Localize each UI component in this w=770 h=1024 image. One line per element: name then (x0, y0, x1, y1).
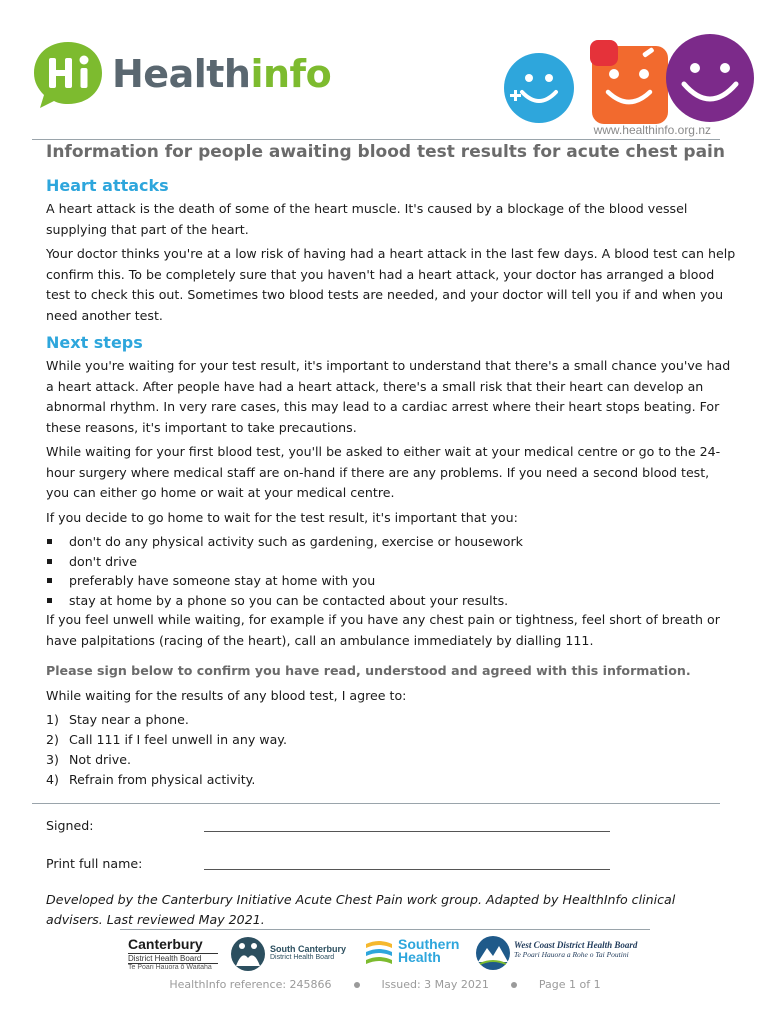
southern-health-wave-icon (364, 938, 394, 970)
paragraph: If you decide to go home to wait for the test result, it's important that you: (46, 509, 518, 525)
agreement-heading: Please sign below to confirm you have read, understood and agreed with this information. (46, 663, 691, 678)
list-item: 2) Call 111 if I feel unwell in any way. (46, 732, 287, 747)
website-url[interactable]: www.healthinfo.org.nz (593, 123, 711, 137)
signature-divider (32, 803, 720, 804)
paragraph: If you feel unwell while waiting, for example if you have any chest pain or tightness, feel short of breath or have palpitations (racing of the heart), call an ambulance immediately by dialling 111. (46, 612, 720, 648)
main-content (46, 175, 736, 790)
logo-info-text: info (250, 52, 332, 96)
list-item: stay at home by a phone so you can be contacted about your results. (46, 591, 736, 611)
page-title: Information for people awaiting blood test results for acute chest pain (46, 142, 725, 162)
list-item: 4) Refrain from physical activity. (46, 772, 256, 787)
precautions-list (46, 532, 736, 610)
list-item: 1) Stay near a phone. (46, 712, 189, 727)
people-emblem-icon (228, 934, 268, 972)
reference-number: HealthInfo reference: 245866 (169, 978, 332, 991)
hi-speech-bubble-icon (32, 38, 104, 110)
partner-logos: Canterbury District Health Board Te Poari Hauora ō Waitaha South Canterbury District Health Board Southern Health West Coast District Health Board Te Poari Hauora a Rohe o Tai Poutini (128, 936, 638, 971)
list-item: preferably have someone stay at home with you (46, 571, 736, 591)
paragraph: Your doctor thinks you're at a low risk of having had a heart attack in the last few days. A blood test can help confirm this. To be completely sure that you haven't had a heart attack, your doctor has arranged a blood test to check this out. Sometimes two blood tests are needed, and your doctor will tell you if and when you need another test. (46, 246, 736, 323)
print-name-label: Print full name: (46, 856, 143, 871)
section-heading-heart-attacks: Heart attacks (46, 176, 169, 195)
paragraph: While you're waiting for your test result, it's important to understand that there's a small chance you've had a heart attack. After people have had a heart attack, there's a small risk that their heart can develop an abnormal rhythm. In very rare cases, this may lead to a cardiac arrest where their heart stops beating. For these reasons, it's important to take precautions. (46, 358, 731, 435)
mountain-emblem-icon (474, 934, 512, 972)
list-item: 3) Not drive. (46, 752, 131, 767)
print-name-line[interactable] (204, 869, 610, 870)
logo-health-text: Health (112, 52, 251, 96)
signed-label: Signed: (46, 818, 94, 833)
agreement-list (46, 710, 736, 790)
header-divider (32, 139, 720, 140)
developed-by-note: Developed by the Canterbury Initiative Acute Chest Pain work group. Adapted by HealthInfo clinical advisers. Last reviewed May 2021. (46, 892, 676, 927)
list-item: don't do any physical activity such as gardening, exercise or housework (46, 532, 736, 552)
smiling-faces-illustration (502, 34, 760, 124)
healthinfo-logo[interactable] (32, 38, 332, 110)
footer-reference-bar (0, 978, 770, 991)
paragraph: A heart attack is the death of some of the heart muscle. It's caused by a blockage of the blood vessel supplying that part of the heart. (46, 201, 688, 237)
separator-dot-icon (354, 982, 360, 988)
issued-date: Issued: 3 May 2021 (381, 978, 489, 991)
agreement-intro: While waiting for the results of any blood test, I agree to: (46, 687, 407, 703)
section-heading-next-steps: Next steps (46, 333, 143, 352)
paragraph: While waiting for your first blood test, you'll be asked to either wait at your medical centre or go to the 24-hour surgery where medical staff are on-hand if there are any problems. If you need a second blood test, you can either go home or wait at your medical centre. (46, 444, 721, 500)
page-number: Page 1 of 1 (538, 978, 601, 991)
separator-dot-icon (511, 982, 517, 988)
canterbury-dhb-logo: Canterbury District Health Board Te Poari Hauora ō Waitaha (128, 936, 218, 971)
footer-divider (120, 929, 650, 930)
signature-line[interactable] (204, 831, 610, 832)
list-item: don't drive (46, 552, 736, 572)
